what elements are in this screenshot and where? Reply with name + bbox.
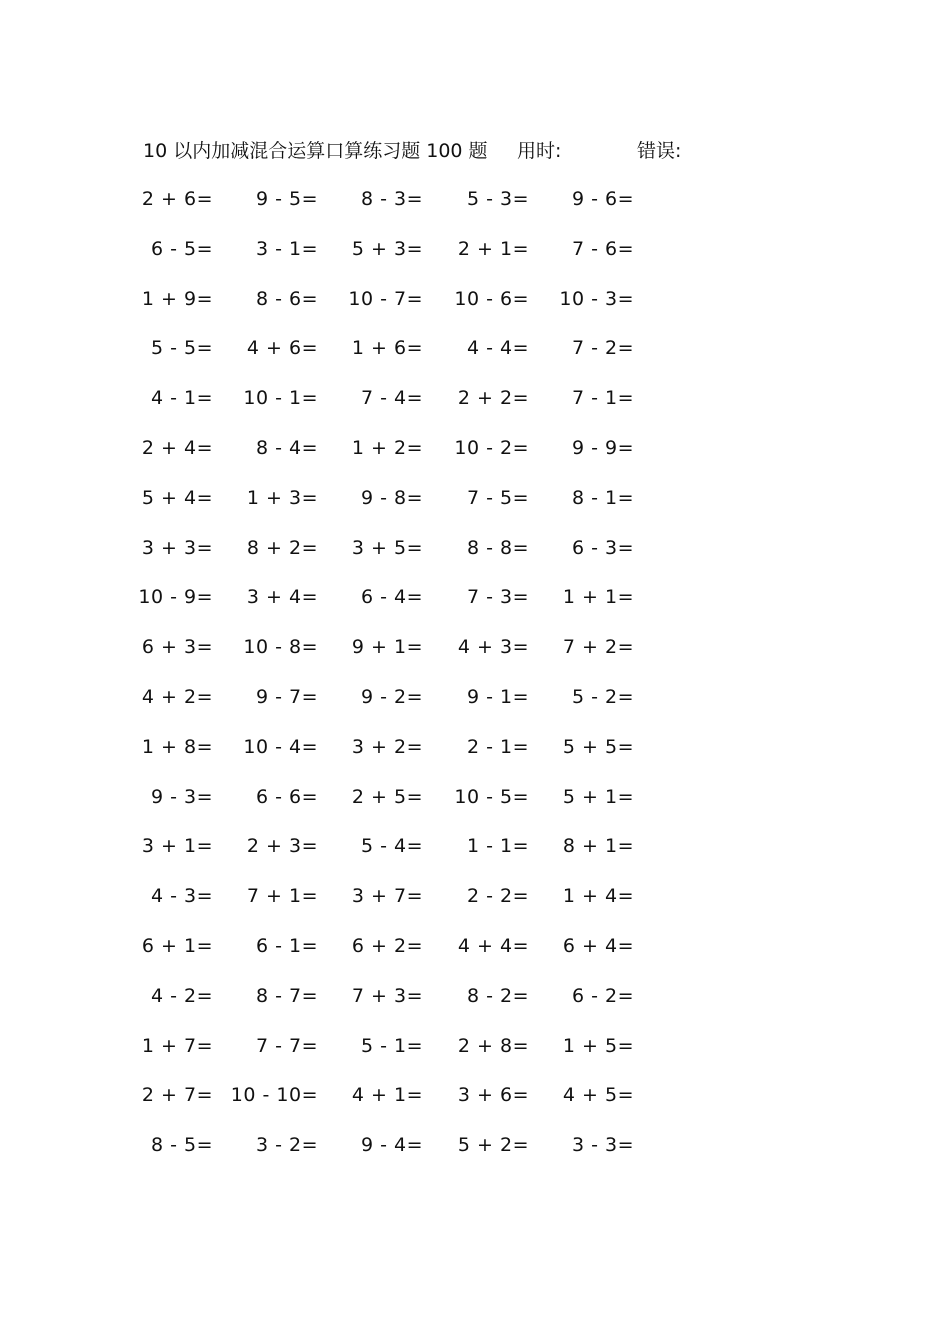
- problem-item: 9 - 7=: [255, 685, 318, 708]
- problem-item: 6 - 2=: [571, 984, 634, 1007]
- problem-item: 3 + 2=: [351, 735, 423, 758]
- problem-item: 8 + 2=: [246, 536, 318, 559]
- problem-item: 2 + 5=: [351, 785, 423, 808]
- problem-item: 7 - 2=: [571, 337, 634, 360]
- errors-label: 错误:: [637, 140, 682, 162]
- problem-item: 4 + 3=: [457, 636, 529, 659]
- problem-item: 3 + 3=: [141, 536, 213, 559]
- problem-item: 1 + 8=: [141, 735, 213, 758]
- problem-item: 1 + 3=: [246, 486, 318, 509]
- problem-item: 10 - 3=: [559, 287, 634, 310]
- problem-item: 6 + 1=: [141, 934, 213, 957]
- problem-item: 8 - 5=: [150, 1134, 213, 1157]
- problem-item: 6 - 3=: [571, 536, 634, 559]
- problem-grid: [0, 184, 950, 1180]
- problem-item: 5 + 4=: [141, 486, 213, 509]
- problem-item: 4 + 5=: [562, 1084, 634, 1107]
- time-used-label: 用时:: [517, 140, 562, 162]
- problem-item: 10 - 5=: [454, 785, 529, 808]
- problem-item: 8 - 4=: [255, 436, 318, 459]
- problem-row: [0, 333, 950, 383]
- problem-item: 10 - 8=: [243, 636, 318, 659]
- problem-item: 10 - 9=: [138, 586, 213, 609]
- problem-item: 8 - 6=: [255, 287, 318, 310]
- problem-row: [0, 732, 950, 782]
- problem-item: 7 - 4=: [360, 387, 423, 410]
- problem-item: 10 - 7=: [348, 287, 423, 310]
- problem-row: [0, 533, 950, 583]
- problem-item: 2 + 1=: [457, 237, 529, 260]
- problem-item: 7 + 2=: [562, 636, 634, 659]
- problem-item: 1 + 4=: [562, 885, 634, 908]
- problem-item: 6 - 4=: [360, 586, 423, 609]
- problem-row: [0, 433, 950, 483]
- problem-row: [0, 831, 950, 881]
- problem-item: 8 + 1=: [562, 835, 634, 858]
- problem-item: 2 - 1=: [466, 735, 529, 758]
- problem-item: 4 - 4=: [466, 337, 529, 360]
- problem-row: [0, 383, 950, 433]
- problem-item: 9 - 1=: [466, 685, 529, 708]
- problem-item: 7 - 7=: [255, 1034, 318, 1057]
- problem-item: 10 - 6=: [454, 287, 529, 310]
- problem-item: 6 - 5=: [150, 237, 213, 260]
- problem-item: 7 - 6=: [571, 237, 634, 260]
- problem-item: 5 - 4=: [360, 835, 423, 858]
- problem-item: 7 + 1=: [246, 885, 318, 908]
- problem-item: 8 - 8=: [466, 536, 529, 559]
- problem-row: [0, 1031, 950, 1081]
- problem-row: [0, 931, 950, 981]
- problem-item: 6 + 2=: [351, 934, 423, 957]
- problem-item: 10 - 1=: [243, 387, 318, 410]
- problem-item: 5 - 1=: [360, 1034, 423, 1057]
- problem-item: 5 - 3=: [466, 188, 529, 210]
- problem-item: 9 - 2=: [360, 685, 423, 708]
- problem-item: 6 + 4=: [562, 934, 634, 957]
- problem-item: 5 - 5=: [150, 337, 213, 360]
- problem-item: 3 - 3=: [571, 1134, 634, 1157]
- problem-item: 9 - 8=: [360, 486, 423, 509]
- problem-item: 2 + 6=: [141, 188, 213, 210]
- problem-item: 2 + 3=: [246, 835, 318, 858]
- problem-item: 10 - 4=: [243, 735, 318, 758]
- problem-item: 9 - 6=: [571, 188, 634, 210]
- problem-row: [0, 682, 950, 732]
- problem-row: [0, 881, 950, 931]
- problem-item: 9 - 5=: [255, 188, 318, 210]
- problem-item: 4 + 4=: [457, 934, 529, 957]
- problem-row: [0, 582, 950, 632]
- worksheet-header: [143, 136, 743, 166]
- problem-item: 3 + 5=: [351, 536, 423, 559]
- problem-row: [0, 1130, 950, 1180]
- problem-item: 9 - 3=: [150, 785, 213, 808]
- problem-item: 1 + 9=: [141, 287, 213, 310]
- problem-item: 3 - 2=: [255, 1134, 318, 1157]
- problem-row: [0, 632, 950, 682]
- problem-item: 6 - 6=: [255, 785, 318, 808]
- problem-item: 8 - 7=: [255, 984, 318, 1007]
- problem-item: 1 - 1=: [466, 835, 529, 858]
- problem-item: 3 - 1=: [255, 237, 318, 260]
- problem-item: 7 - 5=: [466, 486, 529, 509]
- problem-item: 7 - 1=: [571, 387, 634, 410]
- problem-item: 1 + 2=: [351, 436, 423, 459]
- problem-item: 3 + 7=: [351, 885, 423, 908]
- problem-item: 4 - 2=: [150, 984, 213, 1007]
- problem-item: 3 + 1=: [141, 835, 213, 858]
- problem-row: [0, 981, 950, 1031]
- problem-row: [0, 483, 950, 533]
- problem-item: 8 - 1=: [571, 486, 634, 509]
- problem-item: 3 + 6=: [457, 1084, 529, 1107]
- problem-item: 1 + 7=: [141, 1034, 213, 1057]
- problem-item: 4 + 2=: [141, 685, 213, 708]
- problem-item: 2 + 8=: [457, 1034, 529, 1057]
- problem-item: 10 - 2=: [454, 436, 529, 459]
- problem-item: 5 - 2=: [571, 685, 634, 708]
- problem-item: 9 - 4=: [360, 1134, 423, 1157]
- problem-row: [0, 184, 950, 234]
- problem-item: 7 + 3=: [351, 984, 423, 1007]
- problem-item: 9 - 9=: [571, 436, 634, 459]
- problem-row: [0, 284, 950, 334]
- problem-item: 8 - 3=: [360, 188, 423, 210]
- problem-item: 6 + 3=: [141, 636, 213, 659]
- problem-row: [0, 782, 950, 832]
- problem-item: 4 - 1=: [150, 387, 213, 410]
- problem-item: 5 + 1=: [562, 785, 634, 808]
- problem-row: [0, 234, 950, 284]
- problem-item: 2 + 4=: [141, 436, 213, 459]
- problem-item: 6 - 1=: [255, 934, 318, 957]
- problem-item: 9 + 1=: [351, 636, 423, 659]
- problem-item: 4 - 3=: [150, 885, 213, 908]
- problem-item: 1 + 1=: [562, 586, 634, 609]
- worksheet-title: 10 以内加减混合运算口算练习题 100 题: [143, 140, 488, 162]
- problem-item: 2 + 7=: [141, 1084, 213, 1107]
- problem-item: 4 + 6=: [246, 337, 318, 360]
- problem-item: 2 + 2=: [457, 387, 529, 410]
- problem-item: 7 - 3=: [466, 586, 529, 609]
- problem-item: 5 + 2=: [457, 1134, 529, 1157]
- problem-item: 1 + 5=: [562, 1034, 634, 1057]
- problem-item: 10 - 10=: [230, 1084, 318, 1107]
- problem-item: 5 + 5=: [562, 735, 634, 758]
- problem-item: 5 + 3=: [351, 237, 423, 260]
- problem-item: 3 + 4=: [246, 586, 318, 609]
- problem-item: 8 - 2=: [466, 984, 529, 1007]
- problem-item: 2 - 2=: [466, 885, 529, 908]
- problem-item: 1 + 6=: [351, 337, 423, 360]
- problem-item: 4 + 1=: [351, 1084, 423, 1107]
- problem-row: [0, 1080, 950, 1130]
